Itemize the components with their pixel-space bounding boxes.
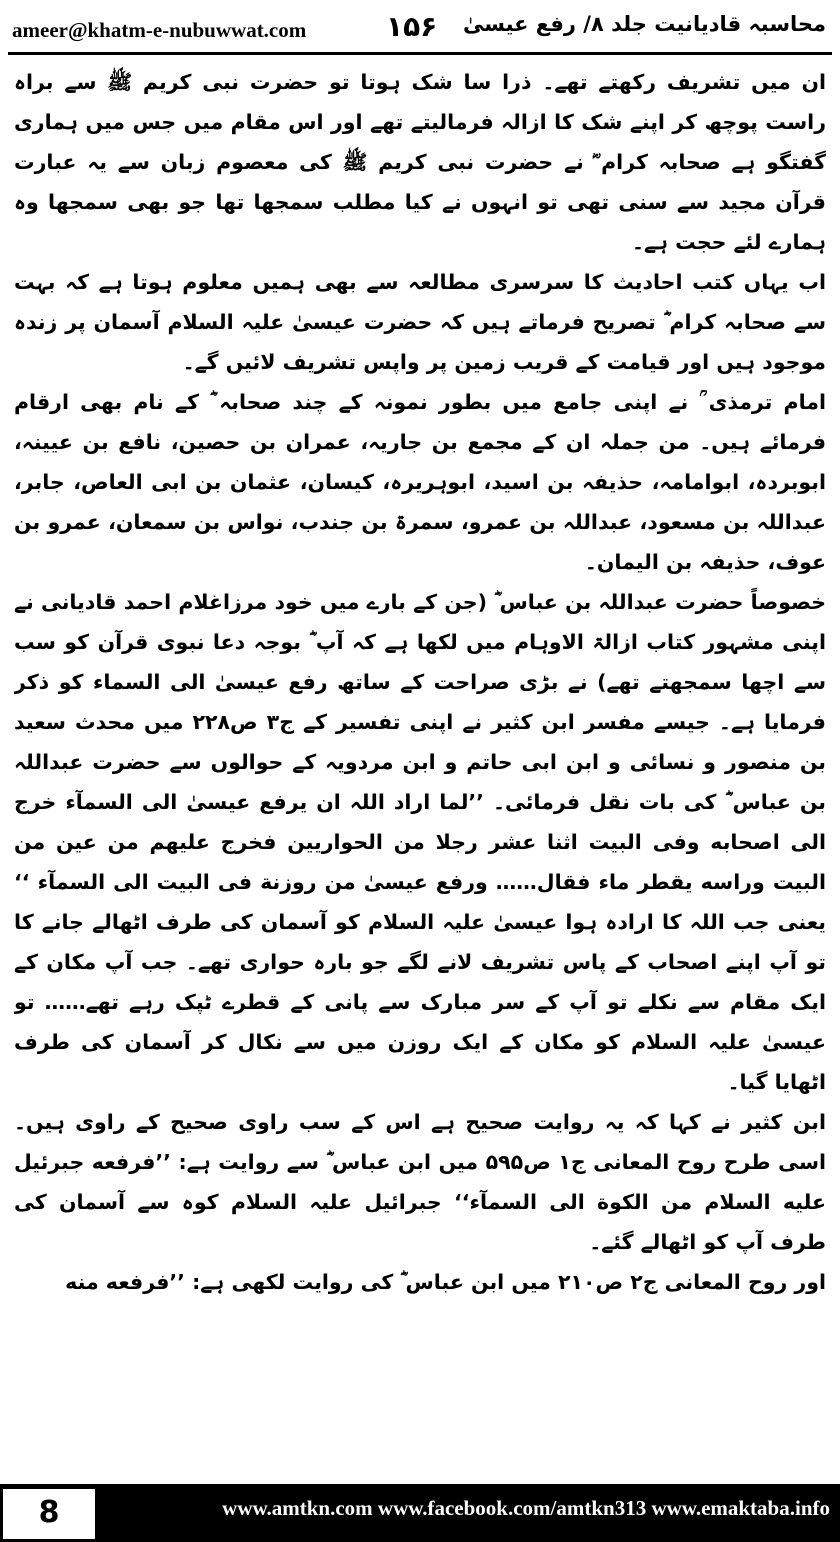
page-footer [0,1484,840,1542]
paragraph-6: اور روح المعانی ج۲ ص۲۱۰ میں ابن عباس ؓ کی روایت لکھی ہے: ’’فرفعه منه [65,1270,826,1294]
header-divider [8,52,832,55]
paragraph-5: ابن کثیر نے کہا کہ یہ روایت صحیح ہے اس کے سب راوی صحیح کے راوی ہیں۔ اسی طرح روح المعانی ج۱ ص۵۹۵ میں ابن عباس ؓ سے روایت ہے: ’’فرفعه جبرئیل علیه السلام من الکوة الی السمآء‘‘ جبرائیل علیہ السلام کوہ سے آسمان کی طرف آپ کو اٹھالے گئے۔ [14,1110,826,1254]
header-book-title: محاسبہ قادیانیت جلد ۸/ رفع عیسیٰ [462,12,826,36]
page-header [0,0,840,56]
paragraph-1: ان میں تشریف رکھتے تھے۔ ذرا سا شک ہوتا تو حضرت نبی کریم ﷺ سے براہ راست پوچھ کر اپنے شک کا ازالہ فرمالیتے تھے اور اس مقام میں جس میں ہماری گفتگو ہے صحابہ کرام ؓ نے حضرت نبی کریم ﷺ کی معصوم زبان سے یہ عبارت قرآن مجید سے سنی تھی تو انہوں نے کیا مطلب سمجھا تھا جو بھی سمجھا وہ ہمارے لئے حجت ہے۔ [14,70,826,254]
footer-page-number: 8 [0,1486,98,1542]
page-body [14,62,826,1480]
header-email: ameer@khatm-e-nubuwwat.com [12,18,307,42]
paragraph-2: اب یہاں کتب احادیث کا سرسری مطالعہ سے بھی ہمیں معلوم ہوتا ہے کہ بہت سے صحابہ کرام ؓ تصریح فرماتے ہیں کہ حضرت عیسیٰ علیہ السلام آسمان پر زندہ موجود ہیں اور قیامت کے قریب زمین پر واپس تشریف لائیں گے۔ [14,270,826,374]
header-page-number: ۱۵۶ [386,10,438,43]
paragraph-3: امام ترمذی ؒ نے اپنی جامع میں بطور نمونہ کے چند صحابہ ؓ کے نام بھی ارقام فرمائے ہیں۔ من جملہ ان کے مجمع بن جاریہ، عمران بن حصین، نافع بن عیینہ، ابوبردہ، ابوامامہ، حذیفہ بن اسید، ابوہریرہ، کیسان، عثمان بن ابی العاص، جابر، عبداللہ بن مسعود، عبداللہ بن عمرو، سمرۃ بن جندب، نواس بن سمعان، عمرو بن عوف، حذیفہ بن الیمان۔ [14,390,826,574]
paragraph-4: خصوصاً حضرت عبداللہ بن عباس ؓ (جن کے بارے میں خود مرزاغلام احمد قادیانی نے اپنی مشہور کتاب ازالۃ الاوہام میں لکھا ہے کہ آپ ؓ بوجہ دعا نبوی قرآن کو سب سے اچھا سمجھتے تھے) نے بڑی صراحت کے ساتھ رفع عیسیٰ الی السماء کو ذکر فرمایا ہے۔ جیسے مفسر ابن کثیر نے اپنی تفسیر کے ج۳ ص۲۲۸ میں محدث سعید بن منصور و نسائی و ابن ابی حاتم و ابن مردویہ کے حوالوں سے حضرت عبداللہ بن عباس ؓ کی بات نقل فرمائی۔ ’’لما اراد اللہ ان یرفع عیسیٰ الی السمآء خرج الی اصحابه وفی البیت اثنا عشر رجلا من الحواریین فخرج علیهم من عین من البیت وراسه یقطر ماء فقال…… ورفع عیسیٰ من روزنة فی البیت الی السمآء ‘‘ یعنی جب اللہ کا ارادہ ہوا عیسیٰ علیہ السلام کو آسمان کی طرف اٹھالے جانے کا تو آپ اپنے اصحاب کے پاس تشریف لانے لگے جو بارہ حواری تھے۔ جب آپ مکان کے ایک مقام سے نکلے تو آپ کے سر مبارک سے پانی کے قطرے ٹپک رہے تھے…… تو عیسیٰ علیہ السلام کو مکان کے ایک روزن میں سے نکال کر آسمان کی طرف اٹھایا گیا۔ [14,590,826,1094]
footer-website-links[interactable]: www.amtkn.com www.facebook.com/amtkn313 www.emaktaba.info [222,1496,830,1520]
